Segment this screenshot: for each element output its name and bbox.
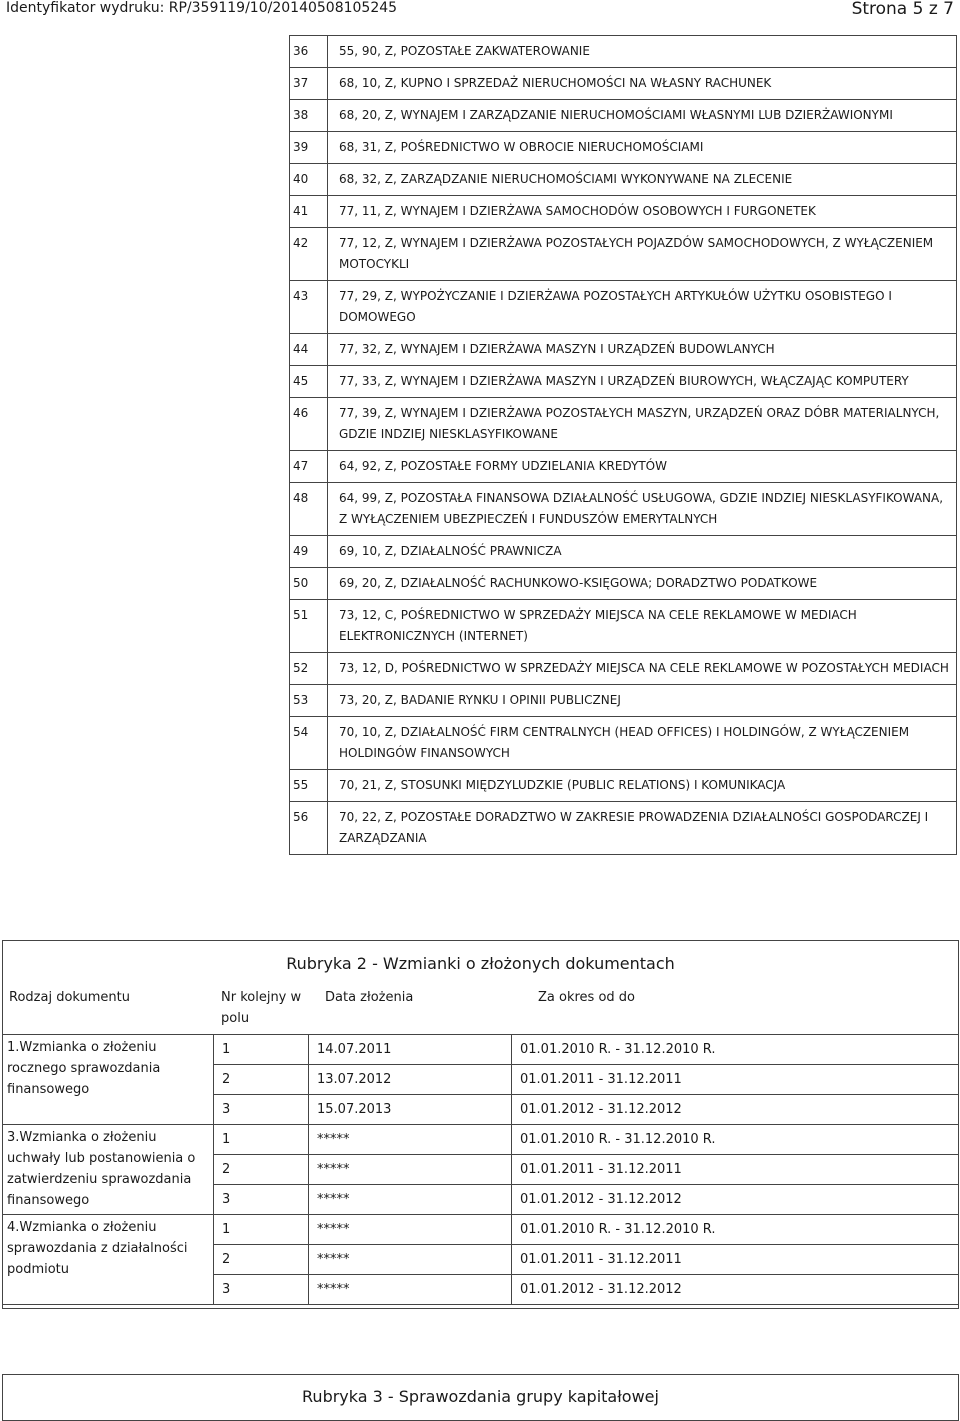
activity-description: 70, 22, Z, POZOSTAŁE DORADZTWO W ZAKRESIE PROWADZENIA DZIAŁALNOŚCI GOSPODARCZEJ I ZARZĄDZANIA [328, 802, 957, 855]
table-row [290, 451, 957, 483]
activity-description: 77, 32, Z, WYNAJEM I DZIERŻAWA MASZYN I URZĄDZEŃ BUDOWLANYCH [328, 334, 957, 366]
activity-description: 70, 21, Z, STOSUNKI MIĘDZYLUDZKIE (PUBLIC RELATIONS) I KOMUNIKACJA [328, 770, 957, 802]
filing-date: ***** [309, 1185, 512, 1215]
sequence-number: 3 [214, 1275, 309, 1305]
filing-date: ***** [309, 1215, 512, 1245]
activity-description: 68, 20, Z, WYNAJEM I ZARZĄDZANIE NIERUCHOMOŚCIAMI WŁASNYMI LUB DZIERŻAWIONYMI [328, 100, 957, 132]
sequence-number: 3 [214, 1185, 309, 1215]
row-number: 41 [290, 196, 328, 228]
row-number: 55 [290, 770, 328, 802]
activity-description: 64, 99, Z, POZOSTAŁA FINANSOWA DZIAŁALNOŚĆ USŁUGOWA, GDZIE INDZIEJ NIESKLASYFIKOWANA, Z WYŁĄCZENIEM UBEZPIECZEŃ I FUNDUSZÓW EMERYTALNYCH [328, 483, 957, 536]
col-header-filing-date: Data złożenia [325, 990, 414, 1005]
table-row [290, 802, 957, 855]
sequence-number: 2 [214, 1065, 309, 1095]
table-row [290, 68, 957, 100]
row-number: 46 [290, 398, 328, 451]
row-number: 44 [290, 334, 328, 366]
row-number: 49 [290, 536, 328, 568]
activity-description: 69, 20, Z, DZIAŁALNOŚĆ RACHUNKOWO-KSIĘGOWA; DORADZTWO PODATKOWE [328, 568, 957, 600]
table-row [3, 1215, 959, 1245]
rubryka-3-title: Rubryka 3 - Sprawozdania grupy kapitałowej [302, 1387, 659, 1406]
filings-table [2, 1034, 959, 1305]
col-header-document-type: Rodzaj dokumentu [9, 990, 130, 1005]
row-number: 42 [290, 228, 328, 281]
reporting-period: 01.01.2012 - 31.12.2012 [512, 1275, 959, 1305]
filing-date: 15.07.2013 [309, 1095, 512, 1125]
table-row [290, 334, 957, 366]
reporting-period: 01.01.2011 - 31.12.2011 [512, 1155, 959, 1185]
col-header-sequence-number: Nr kolejny w polu [221, 990, 302, 1026]
table-row [290, 568, 957, 600]
activity-description: 77, 11, Z, WYNAJEM I DZIERŻAWA SAMOCHODÓW OSOBOWYCH I FURGONETEK [328, 196, 957, 228]
row-number: 56 [290, 802, 328, 855]
sequence-number: 2 [214, 1245, 309, 1275]
table-row [290, 366, 957, 398]
activity-description: 77, 33, Z, WYNAJEM I DZIERŻAWA MASZYN I URZĄDZEŃ BIUROWYCH, WŁĄCZAJĄC KOMPUTERY [328, 366, 957, 398]
row-number: 48 [290, 483, 328, 536]
row-number: 43 [290, 281, 328, 334]
row-number: 54 [290, 717, 328, 770]
filing-date: ***** [309, 1155, 512, 1185]
table-row [290, 132, 957, 164]
filing-date: ***** [309, 1245, 512, 1275]
activity-description: 64, 92, Z, POZOSTAŁE FORMY UDZIELANIA KREDYTÓW [328, 451, 957, 483]
activity-description: 55, 90, Z, POZOSTAŁE ZAKWATEROWANIE [328, 36, 957, 68]
table-row [290, 653, 957, 685]
activity-description: 73, 20, Z, BADANIE RYNKU I OPINII PUBLICZNEJ [328, 685, 957, 717]
activity-description: 77, 39, Z, WYNAJEM I DZIERŻAWA POZOSTAŁYCH MASZYN, URZĄDZEŃ ORAZ DÓBR MATERIALNYCH, GDZIE INDZIEJ NIESKLASYFIKOWANE [328, 398, 957, 451]
filing-date: ***** [309, 1275, 512, 1305]
row-number: 39 [290, 132, 328, 164]
activity-description: 77, 29, Z, WYPOŻYCZANIE I DZIERŻAWA POZOSTAŁYCH ARTYKUŁÓW UŻYTKU OSOBISTEGO I DOMOWEGO [328, 281, 957, 334]
activity-description: 68, 31, Z, POŚREDNICTWO W OBROCIE NIERUCHOMOŚCIAMI [328, 132, 957, 164]
table-row [290, 536, 957, 568]
table-row [290, 717, 957, 770]
table-row [290, 281, 957, 334]
filing-date: ***** [309, 1125, 512, 1155]
table-row [290, 228, 957, 281]
activity-description: 73, 12, D, POŚREDNICTWO W SPRZEDAŻY MIEJSCA NA CELE REKLAMOWE W POZOSTAŁYCH MEDIACH [328, 653, 957, 685]
filing-date: 13.07.2012 [309, 1065, 512, 1095]
activity-description: 68, 32, Z, ZARZĄDZANIE NIERUCHOMOŚCIAMI WYKONYWANE NA ZLECENIE [328, 164, 957, 196]
reporting-period: 01.01.2010 R. - 31.12.2010 R. [512, 1215, 959, 1245]
sequence-number: 1 [214, 1035, 309, 1065]
page-number: Strona 5 z 7 [851, 0, 954, 19]
row-number: 38 [290, 100, 328, 132]
table-row [290, 600, 957, 653]
reporting-period: 01.01.2012 - 31.12.2012 [512, 1185, 959, 1215]
reporting-period: 01.01.2012 - 31.12.2012 [512, 1095, 959, 1125]
table-row [290, 164, 957, 196]
reporting-period: 01.01.2010 R. - 31.12.2010 R. [512, 1035, 959, 1065]
activity-description: 70, 10, Z, DZIAŁALNOŚĆ FIRM CENTRALNYCH (HEAD OFFICES) I HOLDINGÓW, Z WYŁĄCZENIEM HOLDINGÓW FINANSOWYCH [328, 717, 957, 770]
table-row [290, 398, 957, 451]
activity-description: 69, 10, Z, DZIAŁALNOŚĆ PRAWNICZA [328, 536, 957, 568]
document-type: 3.Wzmianka o złożeniu uchwały lub postanowienia o zatwierdzeniu sprawozdania finansowego [3, 1125, 214, 1215]
row-number: 50 [290, 568, 328, 600]
table-row [3, 1035, 959, 1065]
print-header [6, 0, 954, 20]
sequence-number: 1 [214, 1215, 309, 1245]
document-type: 1.Wzmianka o złożeniu rocznego sprawozdania finansowego [3, 1035, 214, 1125]
col-header-period: Za okres od do [538, 990, 635, 1005]
table-row [290, 36, 957, 68]
activity-description: 73, 12, C, POŚREDNICTWO W SPRZEDAŻY MIEJSCA NA CELE REKLAMOWE W MEDIACH ELEKTRONICZNYCH (INTERNET) [328, 600, 957, 653]
activity-description: 77, 12, Z, WYNAJEM I DZIERŻAWA POZOSTAŁYCH POJAZDÓW SAMOCHODOWYCH, Z WYŁĄCZENIEM MOTOCYKLI [328, 228, 957, 281]
reporting-period: 01.01.2011 - 31.12.2011 [512, 1245, 959, 1275]
row-number: 37 [290, 68, 328, 100]
pkd-activity-table [289, 35, 957, 855]
row-number: 45 [290, 366, 328, 398]
rubryka-3-section [2, 1374, 959, 1421]
table-row [290, 770, 957, 802]
print-identifier: Identyfikator wydruku: RP/359119/10/20140508105245 [6, 0, 398, 16]
rubryka-2-title: Rubryka 2 - Wzmianki o złożonych dokumentach [286, 954, 675, 973]
document-type: 4.Wzmianka o złożeniu sprawozdania z działalności podmiotu [3, 1215, 214, 1305]
table-row [290, 685, 957, 717]
sequence-number: 2 [214, 1155, 309, 1185]
rubryka-2-section [2, 940, 959, 1309]
row-number: 53 [290, 685, 328, 717]
reporting-period: 01.01.2010 R. - 31.12.2010 R. [512, 1125, 959, 1155]
sequence-number: 3 [214, 1095, 309, 1125]
row-number: 52 [290, 653, 328, 685]
table-row [3, 1125, 959, 1155]
row-number: 47 [290, 451, 328, 483]
row-number: 36 [290, 36, 328, 68]
table-row [290, 196, 957, 228]
row-number: 51 [290, 600, 328, 653]
sequence-number: 1 [214, 1125, 309, 1155]
table-row [290, 483, 957, 536]
reporting-period: 01.01.2011 - 31.12.2011 [512, 1065, 959, 1095]
table-row [290, 100, 957, 132]
activity-description: 68, 10, Z, KUPNO I SPRZEDAŻ NIERUCHOMOŚCI NA WŁASNY RACHUNEK [328, 68, 957, 100]
row-number: 40 [290, 164, 328, 196]
filing-date: 14.07.2011 [309, 1035, 512, 1065]
